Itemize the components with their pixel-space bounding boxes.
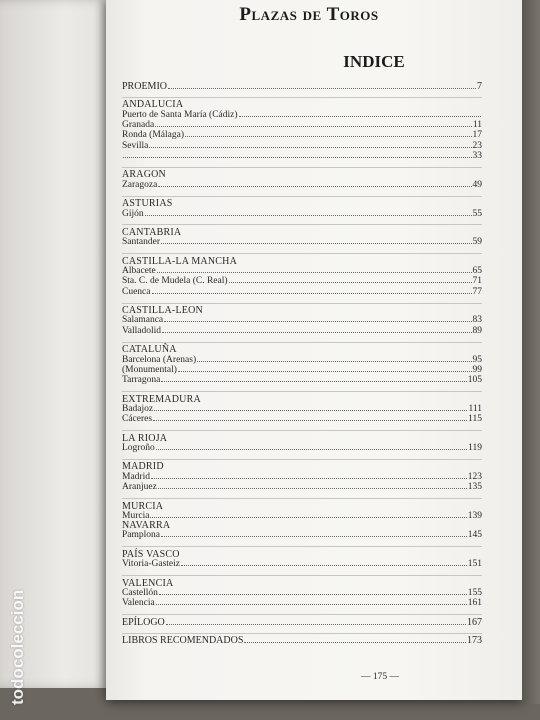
toc-entry-label: Cáceres	[122, 414, 153, 425]
toc-entry	[122, 82, 482, 91]
toc-entry	[122, 618, 482, 627]
toc-entry-label: PROEMIO	[122, 81, 168, 92]
toc-entry-label: Logroño	[122, 443, 155, 453]
toc-entry-label: Barcelona (Arenas)	[122, 354, 197, 365]
toc-entry-page: 7	[477, 81, 482, 92]
toc-entry-page: 151	[467, 559, 482, 570]
toc-region	[122, 391, 482, 424]
dot-leader	[161, 375, 466, 382]
toc-entry-page: 71	[472, 276, 482, 287]
toc-region-name: ANDALUCIA	[122, 99, 184, 111]
dot-leader	[151, 472, 467, 479]
dot-leader	[164, 315, 471, 322]
toc-entry-page: 139	[467, 510, 482, 521]
toc-entry-label: Pamplona	[122, 530, 160, 541]
watermark-text: todocoleccion	[8, 589, 27, 705]
dot-leader	[162, 326, 471, 333]
toc-entry-label: Zaragoza	[122, 179, 158, 190]
toc-entry	[122, 266, 482, 276]
toc-entry	[122, 559, 482, 569]
toc-entry-page: 49	[472, 179, 482, 190]
dot-leader	[156, 598, 467, 605]
toc-entry-page: 17	[472, 130, 482, 141]
toc-entry-label: Sta. C. de Mudela (C. Real)	[122, 276, 228, 287]
dot-leader	[244, 636, 466, 643]
toc-entry	[122, 443, 482, 453]
toc-region	[122, 167, 482, 190]
toc-region-name: NAVARRA	[122, 520, 171, 532]
dot-leader	[197, 355, 471, 362]
toc-entry-page: 99	[472, 364, 482, 375]
dot-leader	[155, 120, 472, 127]
toc-region	[122, 521, 482, 541]
toc-region-name: CASTILLA-LEON	[122, 305, 203, 317]
page-edge-shadow	[522, 0, 540, 704]
toc-region-name: PAÍS VASCO	[122, 548, 180, 560]
toc-entry-label: Valladolid	[122, 325, 162, 336]
toc-region-name: EXTREMADURA	[122, 393, 201, 405]
toc-entry	[122, 482, 482, 492]
toc-entry-label: Salamanca	[122, 315, 164, 326]
table-of-contents	[122, 82, 482, 646]
toc-entry-label: Albacete	[122, 266, 156, 277]
toc-region	[122, 575, 482, 608]
toc-region-name: MADRID	[122, 461, 164, 473]
dot-leader	[158, 482, 467, 489]
toc-entry-label: Ronda (Málaga)	[122, 130, 184, 141]
toc-entry-page: 33	[472, 150, 482, 161]
toc-entry-page: 59	[472, 237, 482, 248]
dot-leader	[123, 151, 472, 158]
toc-entry-label: Tarragona	[122, 375, 161, 386]
toc-entry-page: 83	[472, 315, 482, 326]
toc-entry	[122, 209, 482, 219]
dot-leader	[157, 266, 472, 273]
toc-region-name: LA RIOJA	[122, 432, 168, 444]
toc-entry-label: (Monumental)	[122, 364, 177, 375]
toc-entry-page: 95	[472, 354, 482, 365]
toc-entry-page: 111	[468, 403, 482, 414]
toc-entry	[122, 141, 482, 151]
toc-entry-label: Puerto de Santa María (Cádiz)	[122, 109, 238, 120]
toc-entry-label: Vitoria-Gasteiz	[122, 559, 180, 570]
dot-leader	[181, 559, 467, 566]
dot-leader	[150, 511, 466, 518]
dot-leader	[239, 110, 481, 117]
toc-section-front	[122, 82, 482, 91]
dot-leader	[168, 82, 476, 89]
toc-region-name: MURCIA	[122, 500, 164, 512]
toc-entry	[122, 130, 482, 140]
page-number: — 175 —	[361, 672, 399, 682]
toc-entry-page: 23	[472, 140, 482, 151]
toc-region	[122, 97, 482, 161]
toc-entry-label: Santander	[122, 237, 160, 248]
toc-entry	[122, 511, 482, 521]
dot-leader	[161, 237, 472, 244]
toc-entry-label: Gijón	[122, 208, 144, 219]
toc-entry	[122, 414, 482, 424]
toc-entry-page: 115	[468, 414, 482, 425]
watermark	[8, 545, 30, 705]
toc-region-name: ASTURIAS	[122, 198, 173, 210]
toc-entry-label: Murcia	[122, 510, 150, 521]
toc-entry	[122, 355, 482, 365]
toc-entry-label: Valencia	[122, 598, 155, 609]
toc-entry	[122, 180, 482, 190]
page-title: INDICE	[343, 52, 405, 71]
toc-entry	[122, 151, 482, 161]
toc-entry	[122, 375, 482, 385]
dot-leader	[145, 209, 472, 216]
dot-leader	[229, 276, 472, 283]
toc-section-back	[122, 633, 482, 646]
toc-region-name: VALENCIA	[122, 577, 174, 589]
dot-leader	[185, 130, 472, 137]
dot-leader	[158, 180, 471, 187]
toc-region	[122, 196, 482, 219]
toc-entry	[122, 120, 482, 130]
toc-entry-page: 135	[467, 482, 482, 493]
toc-entry-page: 161	[467, 598, 482, 609]
toc-entry	[122, 404, 482, 414]
toc-entry-label: Castellón	[122, 588, 158, 599]
dot-leader	[178, 365, 472, 372]
toc-section-back	[122, 614, 482, 627]
toc-region-name: CANTABRIA	[122, 227, 182, 239]
toc-region	[122, 546, 482, 569]
toc-entry-page: 89	[472, 325, 482, 336]
toc-region	[122, 224, 482, 247]
toc-entry	[122, 287, 482, 297]
toc-region	[122, 498, 482, 521]
toc-entry-label: Aranjuez	[122, 482, 157, 493]
toc-entry	[122, 276, 482, 286]
toc-entry-label: EPÍLOGO	[122, 616, 165, 628]
dot-leader	[159, 588, 467, 595]
dot-leader	[153, 414, 467, 421]
toc-entry-page: 123	[467, 471, 482, 482]
toc-region-name: ARAGON	[122, 169, 166, 181]
toc-entry	[122, 598, 482, 608]
toc-entry-page: 119	[468, 443, 482, 453]
toc-entry-label: Granada	[122, 120, 155, 131]
toc-entry-page: 155	[467, 588, 482, 599]
toc-entry	[122, 530, 482, 540]
toc-entry-page: 65	[472, 266, 482, 277]
toc-entry	[122, 365, 482, 375]
toc-entry-page: 11	[472, 120, 482, 131]
dot-leader	[161, 530, 467, 537]
toc-entry-page: 145	[467, 530, 482, 541]
toc-entry	[122, 237, 482, 247]
toc-entry	[122, 588, 482, 598]
running-header: Plazas de Toros	[239, 4, 379, 25]
dot-leader	[154, 404, 467, 411]
toc-region	[122, 303, 482, 336]
toc-entry	[122, 315, 482, 325]
toc-entry	[122, 110, 482, 120]
dot-leader	[156, 443, 467, 450]
toc-entry-page: 173	[467, 635, 482, 647]
toc-entry-label: Badajoz	[122, 403, 154, 414]
toc-entry-label: Sevilla	[122, 140, 149, 151]
toc-entry-page: 105	[467, 375, 482, 386]
toc-entry-page: 55	[472, 208, 482, 219]
toc-entry	[122, 326, 482, 336]
toc-region-name: CATALUÑA	[122, 344, 177, 356]
dot-leader	[166, 618, 466, 625]
toc-entry-label: Madrid	[122, 471, 150, 482]
toc-entry-page: 167	[467, 616, 482, 628]
toc-entry-page: 77	[472, 286, 482, 297]
dot-leader	[152, 287, 472, 294]
toc-region	[122, 342, 482, 386]
dot-leader	[149, 141, 471, 148]
toc-region	[122, 430, 482, 453]
toc-entry	[122, 636, 482, 645]
toc-entry	[122, 472, 482, 482]
toc-region-name: CASTILLA-LA MANCHA	[122, 255, 237, 267]
toc-region	[122, 253, 482, 297]
toc-entry-label: Cuenca	[122, 286, 151, 297]
toc-entry-label: LIBROS RECOMENDADOS	[122, 635, 244, 647]
toc-region	[122, 459, 482, 492]
